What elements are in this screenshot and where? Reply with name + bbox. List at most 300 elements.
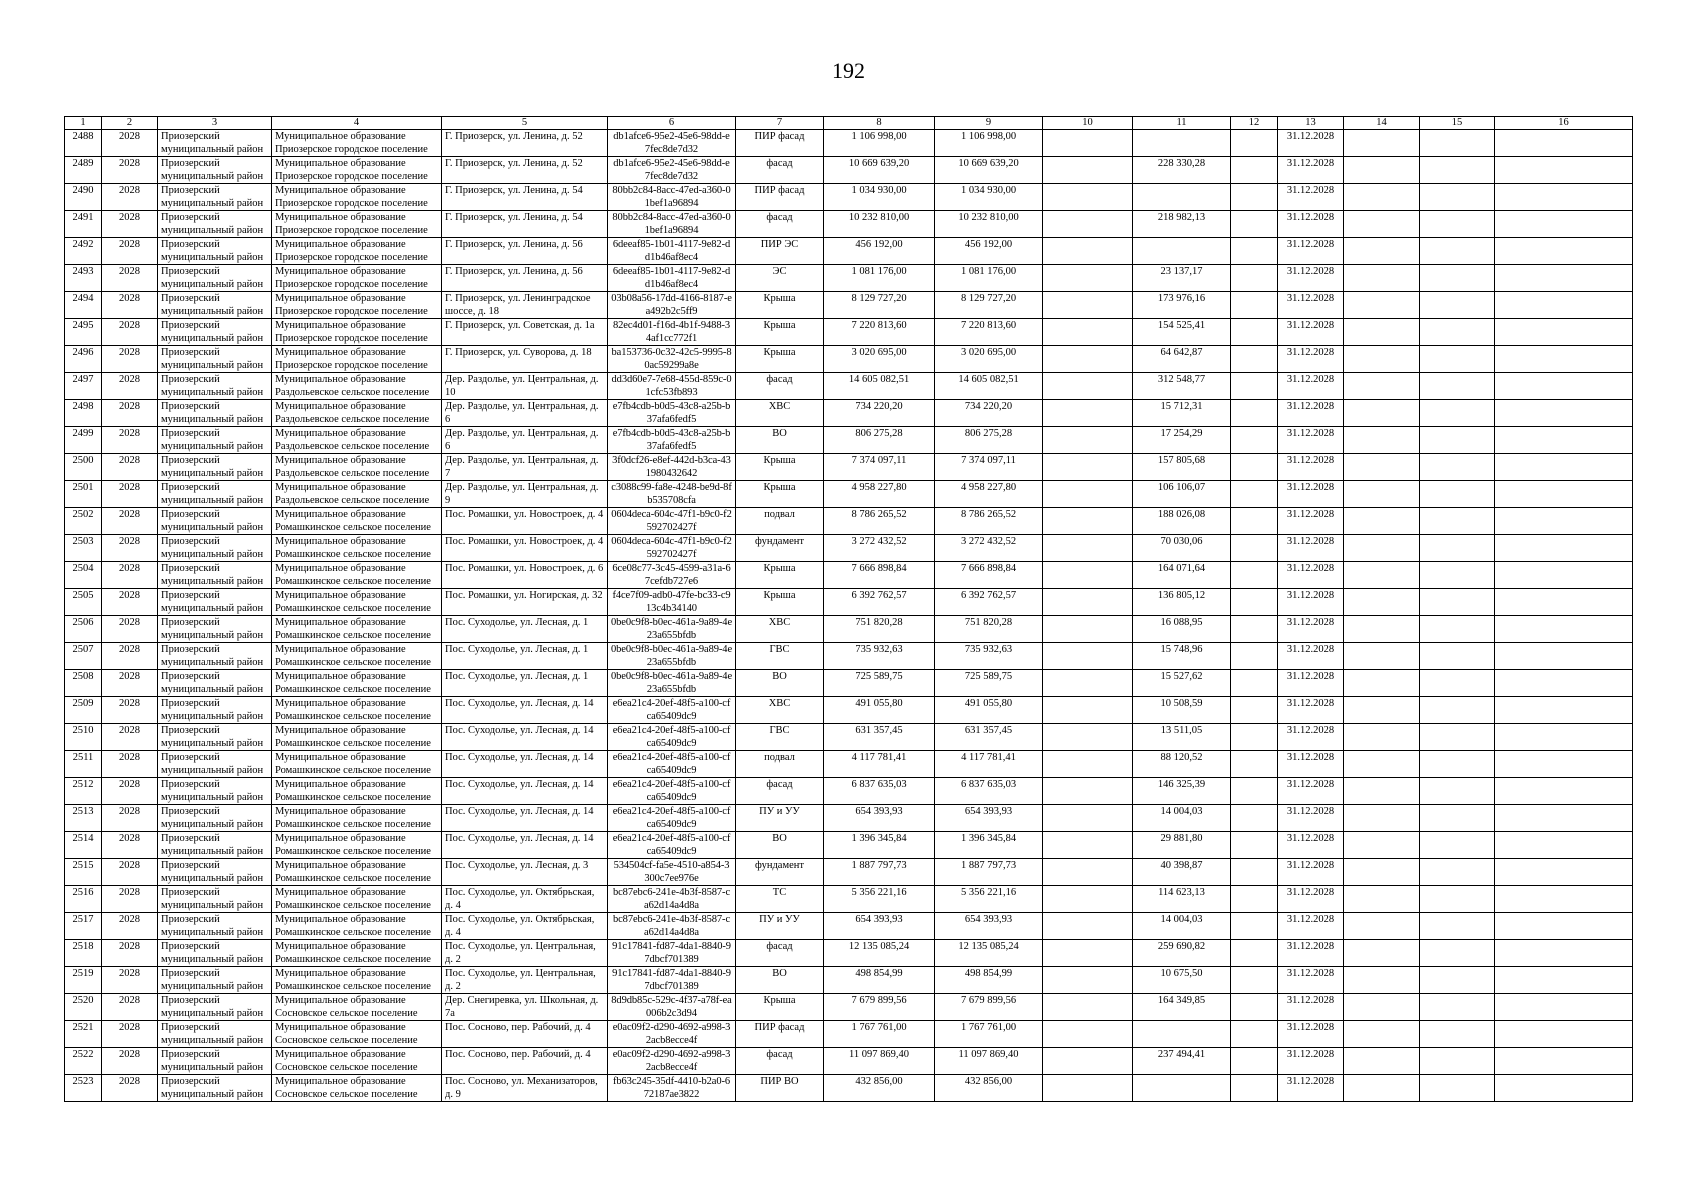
cell-fund-cost: 6 392 762,57 bbox=[935, 589, 1043, 616]
cell-col-16 bbox=[1495, 778, 1633, 805]
cell-year: 2028 bbox=[102, 427, 158, 454]
table-row bbox=[65, 1075, 1633, 1102]
cell-fund-cost: 3 272 432,52 bbox=[935, 535, 1043, 562]
cell-work-type: ПИР ЭС bbox=[736, 238, 824, 265]
cell-completion-date: 31.12.2028 bbox=[1278, 157, 1344, 184]
cell-col-11 bbox=[1133, 1075, 1231, 1102]
cell-address: Г. Приозерск, ул. Ленина, д. 52 bbox=[442, 130, 608, 157]
cell-col-11: 23 137,17 bbox=[1133, 265, 1231, 292]
cell-completion-date: 31.12.2028 bbox=[1278, 319, 1344, 346]
cell-address: Дер. Снегиревка, ул. Школьная, д. 7а bbox=[442, 994, 608, 1021]
cell-col-10 bbox=[1043, 670, 1133, 697]
cell-row-number: 2493 bbox=[65, 265, 102, 292]
cell-col-14 bbox=[1344, 967, 1420, 994]
cell-total-cost: 4 117 781,41 bbox=[824, 751, 935, 778]
cell-work-type: Крыша bbox=[736, 589, 824, 616]
cell-fund-cost: 14 605 082,51 bbox=[935, 373, 1043, 400]
cell-col-15 bbox=[1420, 859, 1495, 886]
cell-row-number: 2497 bbox=[65, 373, 102, 400]
cell-house-guid: e6ea21c4-20ef-48f5-a100-cfca65409dc9 bbox=[608, 697, 736, 724]
cell-address: Г. Приозерск, ул. Суворова, д. 18 bbox=[442, 346, 608, 373]
cell-year: 2028 bbox=[102, 643, 158, 670]
cell-col-11: 14 004,03 bbox=[1133, 805, 1231, 832]
cell-fund-cost: 654 393,93 bbox=[935, 805, 1043, 832]
column-header-15: 15 bbox=[1420, 117, 1495, 130]
cell-col-14 bbox=[1344, 130, 1420, 157]
cell-fund-cost: 10 232 810,00 bbox=[935, 211, 1043, 238]
cell-col-16 bbox=[1495, 724, 1633, 751]
cell-fund-cost: 7 374 097,11 bbox=[935, 454, 1043, 481]
cell-house-guid: e6ea21c4-20ef-48f5-a100-cfca65409dc9 bbox=[608, 832, 736, 859]
cell-col-12 bbox=[1231, 832, 1278, 859]
cell-district: Приозерский муниципальный район bbox=[158, 832, 272, 859]
cell-row-number: 2491 bbox=[65, 211, 102, 238]
cell-completion-date: 31.12.2028 bbox=[1278, 886, 1344, 913]
cell-municipality: Муниципальное образование Ромашкинское сельское поселение bbox=[272, 832, 442, 859]
cell-fund-cost: 10 669 639,20 bbox=[935, 157, 1043, 184]
cell-municipality: Муниципальное образование Сосновское сельское поселение bbox=[272, 1075, 442, 1102]
cell-address: Дер. Раздолье, ул. Центральная, д. 9 bbox=[442, 481, 608, 508]
cell-col-15 bbox=[1420, 292, 1495, 319]
cell-col-10 bbox=[1043, 238, 1133, 265]
cell-completion-date: 31.12.2028 bbox=[1278, 805, 1344, 832]
cell-total-cost: 1 106 998,00 bbox=[824, 130, 935, 157]
cell-total-cost: 7 666 898,84 bbox=[824, 562, 935, 589]
cell-col-10 bbox=[1043, 373, 1133, 400]
cell-address: Г. Приозерск, ул. Ленина, д. 54 bbox=[442, 211, 608, 238]
cell-col-11: 106 106,07 bbox=[1133, 481, 1231, 508]
cell-col-16 bbox=[1495, 859, 1633, 886]
cell-col-16 bbox=[1495, 400, 1633, 427]
cell-address: Г. Приозерск, ул. Ленинградское шоссе, д. 18 bbox=[442, 292, 608, 319]
cell-year: 2028 bbox=[102, 832, 158, 859]
cell-district: Приозерский муниципальный район bbox=[158, 616, 272, 643]
cell-work-type: ПИР фасад bbox=[736, 130, 824, 157]
cell-total-cost: 5 356 221,16 bbox=[824, 886, 935, 913]
cell-house-guid: 80bb2c84-8acc-47ed-a360-01bef1a96894 bbox=[608, 184, 736, 211]
cell-col-14 bbox=[1344, 616, 1420, 643]
cell-total-cost: 6 392 762,57 bbox=[824, 589, 935, 616]
cell-row-number: 2509 bbox=[65, 697, 102, 724]
cell-total-cost: 4 958 227,80 bbox=[824, 481, 935, 508]
cell-municipality: Муниципальное образование Приозерское городское поселение bbox=[272, 319, 442, 346]
cell-col-12 bbox=[1231, 508, 1278, 535]
cell-row-number: 2488 bbox=[65, 130, 102, 157]
column-header-4: 4 bbox=[272, 117, 442, 130]
cell-col-10 bbox=[1043, 859, 1133, 886]
cell-house-guid: 0604deca-604c-47f1-b9c0-f2592702427f bbox=[608, 535, 736, 562]
cell-fund-cost: 11 097 869,40 bbox=[935, 1048, 1043, 1075]
cell-col-16 bbox=[1495, 886, 1633, 913]
cell-completion-date: 31.12.2028 bbox=[1278, 913, 1344, 940]
cell-municipality: Муниципальное образование Приозерское городское поселение bbox=[272, 238, 442, 265]
cell-col-15 bbox=[1420, 643, 1495, 670]
cell-year: 2028 bbox=[102, 805, 158, 832]
cell-municipality: Муниципальное образование Раздольевское сельское поселение bbox=[272, 454, 442, 481]
cell-col-11: 218 982,13 bbox=[1133, 211, 1231, 238]
cell-work-type: подвал bbox=[736, 751, 824, 778]
cell-col-15 bbox=[1420, 400, 1495, 427]
cell-district: Приозерский муниципальный район bbox=[158, 265, 272, 292]
cell-district: Приозерский муниципальный район bbox=[158, 481, 272, 508]
cell-col-14 bbox=[1344, 535, 1420, 562]
cell-work-type: подвал bbox=[736, 508, 824, 535]
cell-work-type: ЭС bbox=[736, 265, 824, 292]
cell-district: Приозерский муниципальный район bbox=[158, 751, 272, 778]
cell-col-15 bbox=[1420, 670, 1495, 697]
cell-col-12 bbox=[1231, 967, 1278, 994]
cell-col-12 bbox=[1231, 1048, 1278, 1075]
cell-address: Дер. Раздолье, ул. Центральная, д. 6 bbox=[442, 400, 608, 427]
cell-col-16 bbox=[1495, 940, 1633, 967]
cell-col-12 bbox=[1231, 616, 1278, 643]
cell-col-11 bbox=[1133, 1021, 1231, 1048]
cell-municipality: Муниципальное образование Ромашкинское сельское поселение bbox=[272, 751, 442, 778]
cell-row-number: 2499 bbox=[65, 427, 102, 454]
cell-col-12 bbox=[1231, 886, 1278, 913]
cell-district: Приозерский муниципальный район bbox=[158, 994, 272, 1021]
cell-col-12 bbox=[1231, 535, 1278, 562]
table-row bbox=[65, 724, 1633, 751]
cell-district: Приозерский муниципальный район bbox=[158, 427, 272, 454]
cell-col-12 bbox=[1231, 724, 1278, 751]
cell-col-10 bbox=[1043, 1021, 1133, 1048]
cell-address: Пос. Ромашки, ул. Новостроек, д. 6 bbox=[442, 562, 608, 589]
cell-total-cost: 7 220 813,60 bbox=[824, 319, 935, 346]
cell-work-type: фундамент bbox=[736, 535, 824, 562]
cell-total-cost: 631 357,45 bbox=[824, 724, 935, 751]
cell-col-12 bbox=[1231, 130, 1278, 157]
cell-district: Приозерский муниципальный район bbox=[158, 508, 272, 535]
cell-fund-cost: 491 055,80 bbox=[935, 697, 1043, 724]
cell-municipality: Муниципальное образование Приозерское городское поселение bbox=[272, 265, 442, 292]
cell-row-number: 2516 bbox=[65, 886, 102, 913]
column-header-6: 6 bbox=[608, 117, 736, 130]
cell-col-12 bbox=[1231, 427, 1278, 454]
cell-district: Приозерский муниципальный район bbox=[158, 454, 272, 481]
cell-municipality: Муниципальное образование Ромашкинское сельское поселение bbox=[272, 967, 442, 994]
cell-municipality: Муниципальное образование Ромашкинское сельское поселение bbox=[272, 805, 442, 832]
table-row bbox=[65, 400, 1633, 427]
cell-col-11: 10 675,50 bbox=[1133, 967, 1231, 994]
cell-house-guid: 82ec4d01-f16d-4b1f-9488-34af1cc772f1 bbox=[608, 319, 736, 346]
cell-col-10 bbox=[1043, 778, 1133, 805]
cell-house-guid: e6ea21c4-20ef-48f5-a100-cfca65409dc9 bbox=[608, 724, 736, 751]
column-header-10: 10 bbox=[1043, 117, 1133, 130]
cell-address: Пос. Суходолье, ул. Лесная, д. 1 bbox=[442, 616, 608, 643]
cell-completion-date: 31.12.2028 bbox=[1278, 130, 1344, 157]
cell-row-number: 2523 bbox=[65, 1075, 102, 1102]
cell-col-16 bbox=[1495, 967, 1633, 994]
cell-completion-date: 31.12.2028 bbox=[1278, 697, 1344, 724]
table-row bbox=[65, 940, 1633, 967]
cell-col-14 bbox=[1344, 265, 1420, 292]
cell-house-guid: f4ce7f09-adb0-47fe-bc33-c913c4b34140 bbox=[608, 589, 736, 616]
cell-total-cost: 498 854,99 bbox=[824, 967, 935, 994]
cell-col-11: 70 030,06 bbox=[1133, 535, 1231, 562]
cell-work-type: Крыша bbox=[736, 319, 824, 346]
table-row bbox=[65, 1021, 1633, 1048]
cell-district: Приозерский муниципальный район bbox=[158, 805, 272, 832]
cell-district: Приозерский муниципальный район bbox=[158, 697, 272, 724]
table-row bbox=[65, 130, 1633, 157]
column-header-9: 9 bbox=[935, 117, 1043, 130]
cell-col-15 bbox=[1420, 184, 1495, 211]
cell-district: Приозерский муниципальный район bbox=[158, 967, 272, 994]
cell-year: 2028 bbox=[102, 670, 158, 697]
cell-col-15 bbox=[1420, 1075, 1495, 1102]
cell-district: Приозерский муниципальный район bbox=[158, 184, 272, 211]
cell-municipality: Муниципальное образование Приозерское городское поселение bbox=[272, 292, 442, 319]
cell-total-cost: 1 034 930,00 bbox=[824, 184, 935, 211]
cell-col-10 bbox=[1043, 832, 1133, 859]
table-row bbox=[65, 562, 1633, 589]
cell-col-15 bbox=[1420, 427, 1495, 454]
cell-col-16 bbox=[1495, 1075, 1633, 1102]
table-row bbox=[65, 1048, 1633, 1075]
cell-col-11: 136 805,12 bbox=[1133, 589, 1231, 616]
table-row bbox=[65, 643, 1633, 670]
cell-work-type: фасад bbox=[736, 1048, 824, 1075]
cell-col-16 bbox=[1495, 481, 1633, 508]
cell-address: Дер. Раздолье, ул. Центральная, д. 10 bbox=[442, 373, 608, 400]
cell-address: Дер. Раздолье, ул. Центральная, д. 7 bbox=[442, 454, 608, 481]
cell-col-15 bbox=[1420, 238, 1495, 265]
cell-house-guid: 6deeaf85-1b01-4117-9e82-dd1b46af8ec4 bbox=[608, 238, 736, 265]
cell-address: Пос. Суходолье, ул. Лесная, д. 1 bbox=[442, 643, 608, 670]
cell-work-type: Крыша bbox=[736, 481, 824, 508]
cell-col-12 bbox=[1231, 211, 1278, 238]
cell-fund-cost: 7 679 899,56 bbox=[935, 994, 1043, 1021]
cell-row-number: 2506 bbox=[65, 616, 102, 643]
table-row bbox=[65, 913, 1633, 940]
cell-fund-cost: 456 192,00 bbox=[935, 238, 1043, 265]
cell-col-10 bbox=[1043, 265, 1133, 292]
cell-col-16 bbox=[1495, 454, 1633, 481]
cell-year: 2028 bbox=[102, 562, 158, 589]
cell-municipality: Муниципальное образование Ромашкинское сельское поселение bbox=[272, 724, 442, 751]
cell-address: Пос. Суходолье, ул. Октябрьская, д. 4 bbox=[442, 886, 608, 913]
cell-total-cost: 10 232 810,00 bbox=[824, 211, 935, 238]
cell-fund-cost: 12 135 085,24 bbox=[935, 940, 1043, 967]
cell-col-16 bbox=[1495, 832, 1633, 859]
cell-address: Пос. Суходолье, ул. Лесная, д. 14 bbox=[442, 832, 608, 859]
table-row bbox=[65, 238, 1633, 265]
cell-row-number: 2489 bbox=[65, 157, 102, 184]
cell-col-11: 312 548,77 bbox=[1133, 373, 1231, 400]
cell-house-guid: e0ac09f2-d290-4692-a998-32acb8ecce4f bbox=[608, 1021, 736, 1048]
cell-row-number: 2507 bbox=[65, 643, 102, 670]
cell-address: Пос. Суходолье, ул. Лесная, д. 3 bbox=[442, 859, 608, 886]
table-row bbox=[65, 265, 1633, 292]
cell-work-type: ХВС bbox=[736, 616, 824, 643]
cell-col-14 bbox=[1344, 724, 1420, 751]
cell-col-10 bbox=[1043, 319, 1133, 346]
cell-col-10 bbox=[1043, 940, 1133, 967]
cell-col-14 bbox=[1344, 292, 1420, 319]
cell-col-14 bbox=[1344, 508, 1420, 535]
cell-col-14 bbox=[1344, 1048, 1420, 1075]
cell-col-14 bbox=[1344, 940, 1420, 967]
cell-completion-date: 31.12.2028 bbox=[1278, 589, 1344, 616]
cell-row-number: 2498 bbox=[65, 400, 102, 427]
cell-year: 2028 bbox=[102, 913, 158, 940]
cell-col-15 bbox=[1420, 778, 1495, 805]
cell-completion-date: 31.12.2028 bbox=[1278, 454, 1344, 481]
cell-house-guid: db1afce6-95e2-45e6-98dd-e7fec8de7d32 bbox=[608, 157, 736, 184]
cell-row-number: 2503 bbox=[65, 535, 102, 562]
cell-district: Приозерский муниципальный район bbox=[158, 886, 272, 913]
cell-year: 2028 bbox=[102, 859, 158, 886]
cell-col-10 bbox=[1043, 886, 1133, 913]
cell-col-14 bbox=[1344, 319, 1420, 346]
cell-year: 2028 bbox=[102, 454, 158, 481]
cell-address: Пос. Сосново, пер. Рабочий, д. 4 bbox=[442, 1048, 608, 1075]
cell-col-15 bbox=[1420, 1021, 1495, 1048]
table-row bbox=[65, 967, 1633, 994]
cell-col-12 bbox=[1231, 751, 1278, 778]
cell-col-14 bbox=[1344, 994, 1420, 1021]
cell-col-12 bbox=[1231, 994, 1278, 1021]
cell-year: 2028 bbox=[102, 400, 158, 427]
cell-work-type: Крыша bbox=[736, 346, 824, 373]
cell-municipality: Муниципальное образование Сосновское сельское поселение bbox=[272, 994, 442, 1021]
cell-row-number: 2519 bbox=[65, 967, 102, 994]
cell-col-16 bbox=[1495, 346, 1633, 373]
cell-municipality: Муниципальное образование Сосновское сельское поселение bbox=[272, 1048, 442, 1075]
table-body bbox=[65, 130, 1633, 1102]
column-header-8: 8 bbox=[824, 117, 935, 130]
cell-row-number: 2518 bbox=[65, 940, 102, 967]
cell-col-10 bbox=[1043, 427, 1133, 454]
cell-total-cost: 1 887 797,73 bbox=[824, 859, 935, 886]
cell-year: 2028 bbox=[102, 1075, 158, 1102]
cell-fund-cost: 432 856,00 bbox=[935, 1075, 1043, 1102]
cell-col-16 bbox=[1495, 211, 1633, 238]
cell-col-15 bbox=[1420, 454, 1495, 481]
cell-year: 2028 bbox=[102, 373, 158, 400]
cell-total-cost: 654 393,93 bbox=[824, 805, 935, 832]
cell-col-11: 164 349,85 bbox=[1133, 994, 1231, 1021]
cell-col-14 bbox=[1344, 1075, 1420, 1102]
cell-col-12 bbox=[1231, 400, 1278, 427]
cell-municipality: Муниципальное образование Раздольевское сельское поселение bbox=[272, 481, 442, 508]
table-row bbox=[65, 481, 1633, 508]
cell-total-cost: 3 272 432,52 bbox=[824, 535, 935, 562]
cell-total-cost: 1 081 176,00 bbox=[824, 265, 935, 292]
cell-col-14 bbox=[1344, 562, 1420, 589]
cell-col-11: 237 494,41 bbox=[1133, 1048, 1231, 1075]
cell-row-number: 2511 bbox=[65, 751, 102, 778]
cell-col-12 bbox=[1231, 589, 1278, 616]
cell-col-10 bbox=[1043, 589, 1133, 616]
cell-municipality: Муниципальное образование Раздольевское сельское поселение bbox=[272, 400, 442, 427]
cell-address: Пос. Сосново, ул. Механизаторов, д. 9 bbox=[442, 1075, 608, 1102]
cell-col-14 bbox=[1344, 373, 1420, 400]
cell-col-10 bbox=[1043, 994, 1133, 1021]
cell-col-11 bbox=[1133, 238, 1231, 265]
cell-year: 2028 bbox=[102, 481, 158, 508]
cell-completion-date: 31.12.2028 bbox=[1278, 994, 1344, 1021]
cell-col-12 bbox=[1231, 805, 1278, 832]
cell-col-15 bbox=[1420, 1048, 1495, 1075]
cell-col-10 bbox=[1043, 346, 1133, 373]
cell-address: Пос. Суходолье, ул. Октябрьская, д. 4 bbox=[442, 913, 608, 940]
cell-district: Приозерский муниципальный район bbox=[158, 400, 272, 427]
cell-completion-date: 31.12.2028 bbox=[1278, 346, 1344, 373]
cell-district: Приозерский муниципальный район bbox=[158, 913, 272, 940]
cell-district: Приозерский муниципальный район bbox=[158, 346, 272, 373]
cell-col-15 bbox=[1420, 724, 1495, 751]
cell-col-10 bbox=[1043, 751, 1133, 778]
cell-col-16 bbox=[1495, 157, 1633, 184]
cell-col-16 bbox=[1495, 427, 1633, 454]
cell-fund-cost: 6 837 635,03 bbox=[935, 778, 1043, 805]
cell-work-type: фасад bbox=[736, 211, 824, 238]
cell-col-11: 15 527,62 bbox=[1133, 670, 1231, 697]
cell-house-guid: 03b08a56-17dd-4166-8187-ea492b2c5ff9 bbox=[608, 292, 736, 319]
cell-col-11: 64 642,87 bbox=[1133, 346, 1231, 373]
table-row bbox=[65, 319, 1633, 346]
cell-col-11: 157 805,68 bbox=[1133, 454, 1231, 481]
cell-total-cost: 8 786 265,52 bbox=[824, 508, 935, 535]
cell-col-10 bbox=[1043, 535, 1133, 562]
cell-fund-cost: 1 034 930,00 bbox=[935, 184, 1043, 211]
cell-municipality: Муниципальное образование Ромашкинское сельское поселение bbox=[272, 859, 442, 886]
cell-house-guid: 6deeaf85-1b01-4117-9e82-dd1b46af8ec4 bbox=[608, 265, 736, 292]
cell-fund-cost: 734 220,20 bbox=[935, 400, 1043, 427]
cell-col-10 bbox=[1043, 184, 1133, 211]
cell-year: 2028 bbox=[102, 724, 158, 751]
cell-col-15 bbox=[1420, 886, 1495, 913]
cell-year: 2028 bbox=[102, 319, 158, 346]
cell-col-10 bbox=[1043, 967, 1133, 994]
cell-row-number: 2515 bbox=[65, 859, 102, 886]
cell-col-14 bbox=[1344, 643, 1420, 670]
cell-work-type: фасад bbox=[736, 940, 824, 967]
cell-municipality: Муниципальное образование Ромашкинское сельское поселение bbox=[272, 562, 442, 589]
cell-district: Приозерский муниципальный район bbox=[158, 1021, 272, 1048]
cell-house-guid: 91c17841-fd87-4da1-8840-97dbcf701389 bbox=[608, 967, 736, 994]
cell-fund-cost: 7 220 813,60 bbox=[935, 319, 1043, 346]
cell-col-15 bbox=[1420, 562, 1495, 589]
cell-municipality: Муниципальное образование Ромашкинское сельское поселение bbox=[272, 616, 442, 643]
cell-row-number: 2504 bbox=[65, 562, 102, 589]
cell-col-16 bbox=[1495, 1021, 1633, 1048]
cell-house-guid: c3088c99-fa8e-4248-be9d-8fb535708cfa bbox=[608, 481, 736, 508]
cell-col-10 bbox=[1043, 1048, 1133, 1075]
table-row bbox=[65, 589, 1633, 616]
cell-col-15 bbox=[1420, 346, 1495, 373]
cell-completion-date: 31.12.2028 bbox=[1278, 616, 1344, 643]
cell-row-number: 2494 bbox=[65, 292, 102, 319]
cell-col-11: 40 398,87 bbox=[1133, 859, 1231, 886]
cell-work-type: ТС bbox=[736, 886, 824, 913]
cell-municipality: Муниципальное образование Ромашкинское сельское поселение bbox=[272, 643, 442, 670]
cell-col-14 bbox=[1344, 211, 1420, 238]
cell-municipality: Муниципальное образование Приозерское городское поселение bbox=[272, 211, 442, 238]
cell-col-14 bbox=[1344, 886, 1420, 913]
table-row bbox=[65, 886, 1633, 913]
cell-address: Г. Приозерск, ул. Ленина, д. 56 bbox=[442, 265, 608, 292]
table-row bbox=[65, 427, 1633, 454]
cell-fund-cost: 1 106 998,00 bbox=[935, 130, 1043, 157]
cell-col-12 bbox=[1231, 373, 1278, 400]
cell-col-14 bbox=[1344, 859, 1420, 886]
table-row bbox=[65, 157, 1633, 184]
cell-completion-date: 31.12.2028 bbox=[1278, 967, 1344, 994]
cell-fund-cost: 725 589,75 bbox=[935, 670, 1043, 697]
